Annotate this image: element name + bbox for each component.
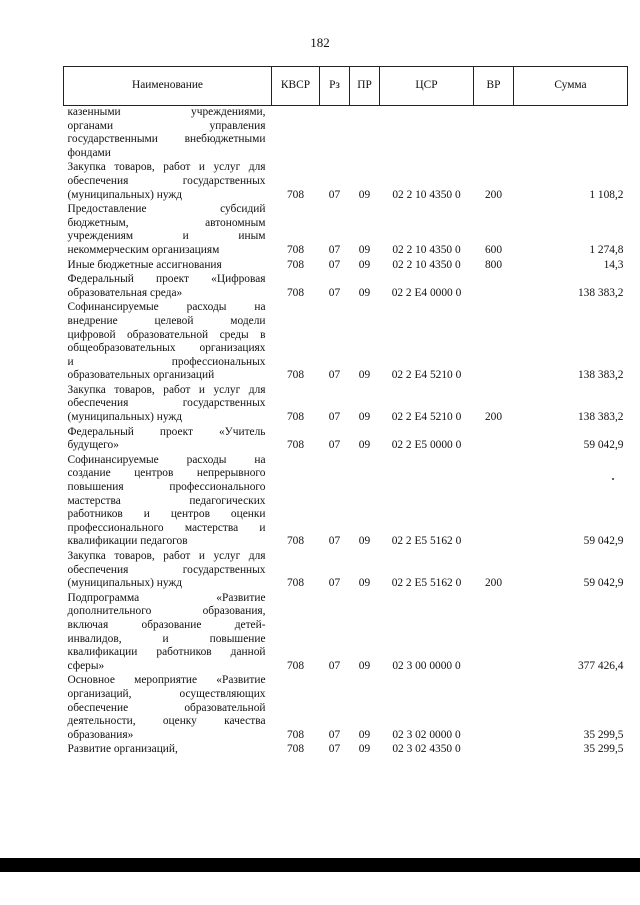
cell-name [64, 273, 272, 301]
cell-name-line: включая образование детей- [67, 618, 266, 631]
cell-name-line: образования» [67, 728, 134, 741]
cell-name [64, 426, 272, 454]
cell-csr: 02 2 E4 5210 0 [391, 369, 462, 382]
cell-rz: 07 [328, 659, 341, 672]
cell-pr: 09 [358, 188, 371, 201]
cell-sum: 138 383,2 [577, 286, 624, 299]
cell-csr: 02 2 10 4350 0 [392, 243, 461, 256]
cell-name-line: обеспечения государственных [67, 397, 266, 410]
cell-name [64, 550, 272, 592]
table-row [64, 426, 628, 454]
cell-name-line: Федеральный проект «Цифровая [67, 273, 266, 286]
cell-pr: 09 [358, 243, 371, 256]
cell-name [64, 674, 272, 743]
cell-kvsr [272, 106, 320, 162]
cell-rz: 07 [328, 411, 341, 424]
cell-vr [474, 106, 514, 162]
cell-pr: 09 [358, 577, 371, 590]
table-row [64, 550, 628, 592]
cell-kvsr: 708 [286, 743, 305, 756]
table-row [64, 674, 628, 743]
table-row [64, 259, 628, 274]
cell-vr: 600 [484, 243, 503, 256]
cell-kvsr: 708 [286, 258, 305, 271]
cell-sum [514, 106, 628, 162]
scan-speck [612, 478, 614, 480]
table-row [64, 592, 628, 675]
cell-pr: 09 [358, 535, 371, 548]
cell-kvsr: 708 [286, 535, 305, 548]
cell-sum: 59 042,9 [583, 535, 624, 548]
table-row [64, 301, 628, 384]
cell-sum: 35 299,5 [583, 728, 624, 741]
cell-rz [320, 106, 350, 162]
cell-name-line: Основное мероприятие «Развитие [67, 674, 266, 687]
table-row [64, 203, 628, 258]
cell-name-line: образовательная среда» [67, 286, 183, 299]
scan-bottom-border [0, 858, 640, 872]
cell-csr: 02 2 E5 0000 0 [391, 439, 462, 452]
cell-vr: 200 [484, 411, 503, 424]
cell-rz: 07 [328, 577, 341, 590]
cell-kvsr: 708 [286, 659, 305, 672]
cell-sum: 138 383,2 [577, 369, 624, 382]
cell-name-line: Развитие организаций, [67, 743, 178, 756]
cell-name-line: обеспечения государственных [67, 563, 266, 576]
cell-name-line: Подпрограмма «Развитие [67, 591, 266, 604]
cell-name-line: (муниципальных) нужд [67, 577, 183, 590]
cell-vr: 200 [484, 577, 503, 590]
cell-kvsr: 708 [286, 728, 305, 741]
cell-name-line: Закупка товаров, работ и услуг для [67, 383, 266, 396]
cell-pr: 09 [358, 659, 371, 672]
cell-sum: 59 042,9 [583, 577, 624, 590]
cell-name-line: повышения профессионального [67, 481, 266, 494]
cell-vr [474, 454, 514, 550]
cell-name-line: Закупка товаров, работ и услуг для [67, 550, 266, 562]
cell-csr: 02 3 02 0000 0 [392, 728, 461, 741]
cell-rz: 07 [328, 535, 341, 548]
cell-name-line: профессионального мастерства и [67, 521, 266, 534]
cell-name-line: обеспечения государственных [67, 174, 266, 187]
cell-name-line: будущего» [67, 439, 119, 452]
cell-name-line: дополнительного образования, [67, 605, 266, 618]
table-row [64, 161, 628, 203]
cell-name [64, 106, 272, 162]
cell-kvsr: 708 [286, 577, 305, 590]
cell-name-line: Федеральный проект «Учитель [67, 425, 266, 438]
cell-pr: 09 [358, 743, 371, 756]
cell-name-line: организаций, осуществляющих [67, 687, 266, 700]
cell-name-line: фондами [67, 146, 111, 159]
cell-name-line: сферы» [67, 659, 105, 672]
cell-csr: 02 2 10 4350 0 [392, 258, 461, 271]
table-row [64, 384, 628, 426]
page-number: 182 [310, 35, 330, 50]
cell-pr: 09 [358, 369, 371, 382]
cell-name [64, 203, 272, 258]
cell-name [64, 592, 272, 675]
cell-name-line: бюджетным, автономным [67, 216, 266, 229]
header-name: Наименование [64, 67, 272, 106]
cell-pr: 09 [358, 258, 371, 271]
cell-name-line: учреждениям и иным [67, 230, 266, 243]
cell-name [64, 301, 272, 384]
cell-vr [474, 273, 514, 301]
cell-sum: 1 274,8 [589, 243, 624, 256]
cell-name-line: и профессиональных [67, 355, 266, 368]
cell-name-line: обеспечение образовательной [67, 701, 266, 714]
cell-name-line: некоммерческим организациям [67, 243, 220, 256]
cell-rz: 07 [328, 243, 341, 256]
header-pr: ПР [350, 67, 380, 106]
header-row [64, 67, 628, 106]
cell-name-line: деятельности, оценку качества [67, 715, 266, 728]
cell-csr: 02 2 10 4350 0 [392, 188, 461, 201]
cell-rz: 07 [328, 369, 341, 382]
cell-pr: 09 [358, 411, 371, 424]
header-rz: Рз [320, 67, 350, 106]
cell-name-line: квалификации педагогов [67, 535, 188, 548]
cell-name-line: Иные бюджетные ассигнования [67, 258, 222, 271]
cell-csr [380, 106, 474, 162]
cell-vr [474, 743, 514, 758]
cell-name-line: государственными внебюджетными [67, 133, 266, 146]
cell-csr: 02 2 E5 5162 0 [391, 535, 462, 548]
cell-pr: 09 [358, 728, 371, 741]
cell-vr: 200 [484, 188, 503, 201]
cell-name-line: квалификации работников данной [67, 646, 266, 659]
table-row [64, 743, 628, 758]
cell-sum: 377 426,4 [577, 659, 624, 672]
cell-csr: 02 2 E4 5210 0 [391, 411, 462, 424]
cell-csr: 02 2 E5 5162 0 [391, 577, 462, 590]
cell-sum: 35 299,5 [583, 743, 624, 756]
cell-name-line: цифровой образовательной среды в [67, 328, 266, 341]
cell-name-line: Предоставление субсидий [67, 203, 266, 216]
cell-vr [474, 301, 514, 384]
cell-name-line: казенными учреждениями, [67, 106, 266, 118]
cell-rz: 07 [328, 286, 341, 299]
cell-pr: 09 [358, 286, 371, 299]
header-kvsr: КВСР [272, 67, 320, 106]
cell-kvsr: 708 [286, 411, 305, 424]
cell-kvsr: 708 [286, 243, 305, 256]
cell-kvsr: 708 [286, 369, 305, 382]
cell-rz: 07 [328, 188, 341, 201]
cell-name-line: органами управления [67, 119, 266, 132]
cell-name [64, 384, 272, 426]
cell-csr: 02 2 E4 0000 0 [391, 286, 462, 299]
cell-name-line: внедрение целевой модели [67, 314, 266, 327]
header-csr: ЦСР [380, 67, 474, 106]
cell-csr: 02 3 02 4350 0 [392, 743, 461, 756]
cell-rz: 07 [328, 439, 341, 452]
cell-vr [474, 426, 514, 454]
cell-kvsr: 708 [286, 286, 305, 299]
table-row [64, 273, 628, 301]
cell-pr [350, 106, 380, 162]
header-sum: Сумма [514, 67, 628, 106]
cell-name [64, 743, 272, 758]
cell-sum: 1 108,2 [589, 188, 624, 201]
cell-vr [474, 674, 514, 743]
cell-kvsr: 708 [286, 439, 305, 452]
cell-name-line: мастерства педагогических [67, 494, 266, 507]
table-row [64, 106, 628, 162]
cell-name-line: Софинансируемые расходы на [67, 453, 266, 466]
cell-pr: 09 [358, 439, 371, 452]
cell-vr: 800 [484, 258, 503, 271]
cell-sum: 59 042,9 [583, 439, 624, 452]
cell-name-line: (муниципальных) нужд [67, 411, 183, 424]
cell-vr [474, 592, 514, 675]
cell-sum: 138 383,2 [577, 411, 624, 424]
cell-name-line: общеобразовательных организациях [67, 342, 266, 355]
budget-table [63, 66, 628, 758]
cell-name-line: создание центров непрерывного [67, 467, 266, 480]
cell-name-line: Закупка товаров, работ и услуг для [67, 161, 266, 174]
cell-name [64, 161, 272, 203]
cell-name-line: Софинансируемые расходы на [67, 301, 266, 314]
table-row [64, 454, 628, 550]
cell-rz: 07 [328, 743, 341, 756]
cell-name-line: (муниципальных) нужд [67, 188, 183, 201]
cell-name-line: образовательных организаций [67, 369, 215, 382]
cell-sum: 14,3 [603, 258, 624, 271]
cell-kvsr: 708 [286, 188, 305, 201]
cell-name-line: инвалидов, и повышение [67, 632, 266, 645]
cell-name [64, 259, 272, 274]
cell-rz: 07 [328, 258, 341, 271]
cell-rz: 07 [328, 728, 341, 741]
header-vr: ВР [474, 67, 514, 106]
cell-name [64, 454, 272, 550]
cell-name-line: работников и центров оценки [67, 508, 266, 521]
cell-csr: 02 3 00 0000 0 [392, 659, 461, 672]
